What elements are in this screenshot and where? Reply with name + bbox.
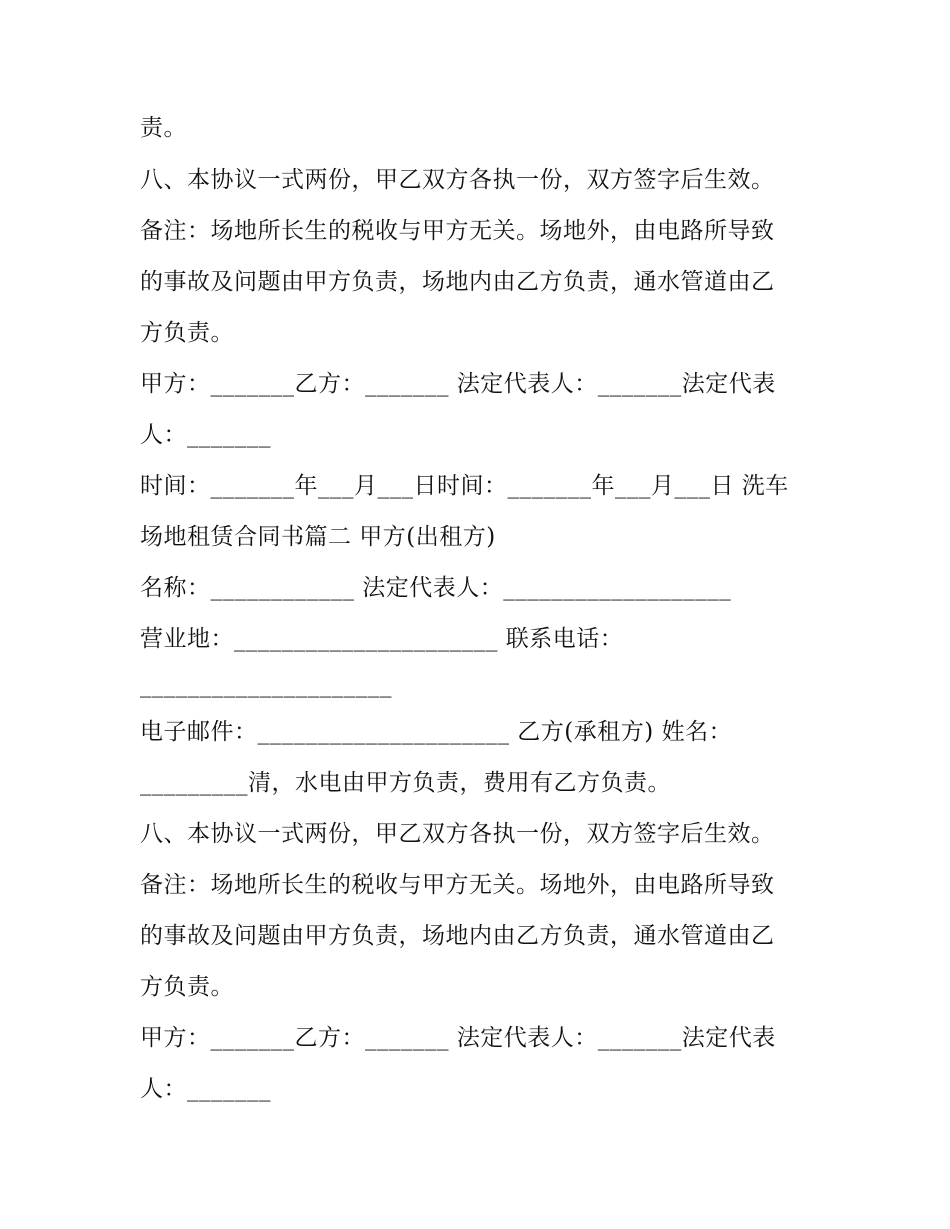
- text-line: 电子邮件：_____________________ 乙方(承租方) 姓名：: [140, 719, 733, 745]
- text-line: 方负责。: [140, 974, 234, 1000]
- text-line: 的事故及问题由甲方负责，场地内由乙方负责，通水管道由乙: [140, 269, 775, 295]
- text-line: 八、本协议一式两份，甲乙双方各执一份，双方签字后生效。: [140, 167, 775, 193]
- text-line: 人：_______: [140, 1076, 271, 1102]
- text-line: 备注：场地所长生的税收与甲方无关。场地外，由电路所导致: [140, 872, 775, 898]
- text-line: 方负责。: [140, 320, 234, 346]
- text-line: 时间：_______年___月___日时间：_______年___月___日 洗车: [140, 473, 789, 499]
- text-line: 责。: [140, 115, 187, 141]
- text-line: 备注：场地所长生的税收与甲方无关。场地外，由电路所导致: [140, 218, 775, 244]
- text-line: 名称：____________ 法定代表人：___________________: [140, 575, 732, 601]
- text-line: 八、本协议一式两份，甲乙双方各执一份，双方签字后生效。: [140, 821, 775, 847]
- text-line: _________清，水电由甲方负责，费用有乙方负责。: [140, 770, 671, 796]
- text-line: _____________________: [140, 672, 392, 698]
- text-line: 营业地：______________________ 联系电话：: [140, 626, 624, 652]
- text-line: 场地租赁合同书篇二 甲方(出租方): [140, 524, 496, 550]
- text-line: 人：_______: [140, 422, 271, 448]
- text-line: 甲方：_______乙方：_______ 法定代表人：_______法定代表: [140, 371, 776, 397]
- text-line: 的事故及问题由甲方负责，场地内由乙方负责，通水管道由乙: [140, 923, 775, 949]
- text-line: 甲方：_______乙方：_______ 法定代表人：_______法定代表: [140, 1025, 776, 1051]
